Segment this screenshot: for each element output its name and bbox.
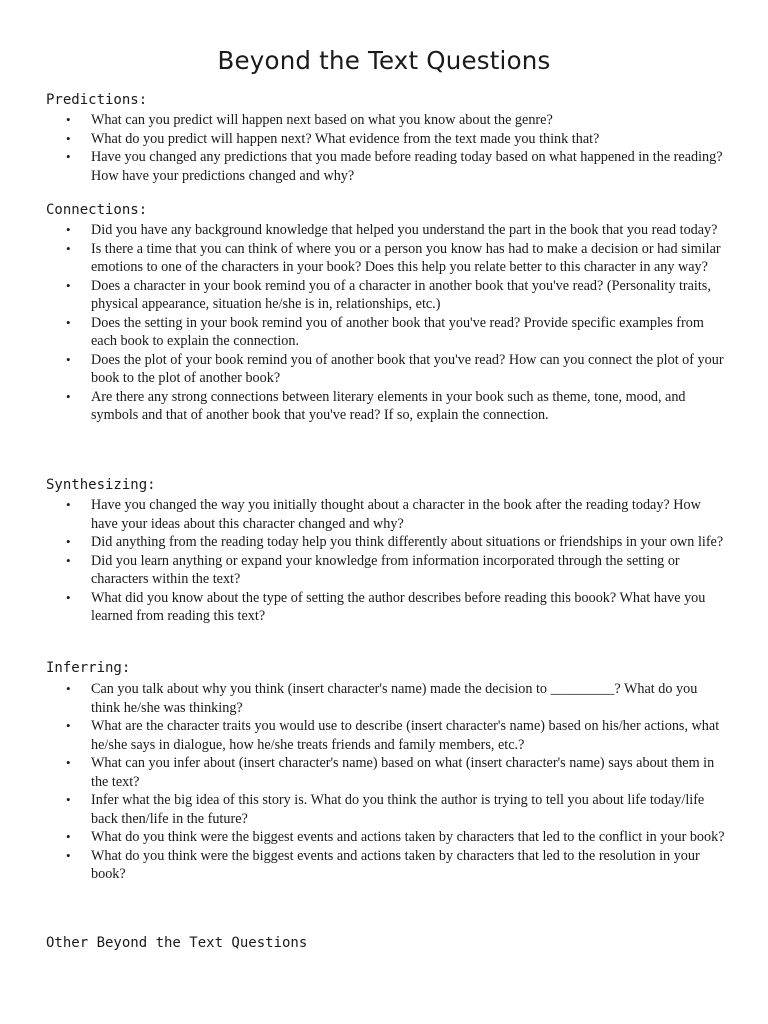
bullet-icon: • bbox=[66, 681, 71, 696]
bullet-icon: • bbox=[66, 112, 71, 127]
list-item-text: What do you think were the biggest events and actions taken by characters that led to the conflict in your book? bbox=[91, 829, 725, 845]
list-item-text: Does the plot of your book remind you of another book that you've read? How can you connect the plot of your book to the plot of another book? bbox=[91, 351, 724, 386]
bullet-icon: • bbox=[66, 240, 71, 256]
list-item bbox=[0, 754, 768, 791]
list-item-text: Have you changed the way you initially thought about a character in the book after the reading today? How have your ideas about this character changed and why? bbox=[91, 497, 701, 532]
list-item-text: Does the setting in your book remind you of another book that you've read? Provide specific examples from each book to explain the connection. bbox=[91, 314, 704, 349]
section-heading-predictions: Predictions: bbox=[46, 92, 148, 108]
list-item bbox=[0, 277, 768, 314]
section-heading-connections: Connections: bbox=[46, 202, 148, 218]
list-item bbox=[0, 111, 768, 130]
bullet-icon: • bbox=[66, 589, 71, 605]
bullet-icon: • bbox=[66, 718, 71, 733]
list-item-text: Are there any strong connections between literary elements in your book such as theme, tone, mood, and symbols and that of another book that you've read? If so, explain the connection. bbox=[91, 388, 686, 423]
bullet-icon: • bbox=[66, 222, 71, 237]
list-item bbox=[0, 828, 768, 847]
list-item bbox=[0, 847, 768, 884]
list-item-text: Can you talk about why you think (insert character's name) made the decision to _________? What do you think he/she was thinking? bbox=[91, 681, 698, 716]
bullet-icon: • bbox=[66, 755, 71, 770]
list-item-text: Have you changed any predictions that you made before reading today based on what happened in the reading? How have your predictions changed and why? bbox=[91, 149, 723, 184]
list-item-text: What can you predict will happen next based on what you know about the genre? bbox=[91, 112, 553, 128]
list-item bbox=[0, 221, 768, 240]
list-item bbox=[0, 130, 768, 149]
list-item-text: Does a character in your book remind you of a character in another book that you've read? (Personality traits, physical appearance, situation he/she is in, relationships, etc.) bbox=[91, 277, 711, 312]
bullet-icon: • bbox=[66, 497, 71, 512]
bullet-icon: • bbox=[66, 552, 71, 568]
bullet-icon: • bbox=[66, 149, 71, 164]
bullet-icon: • bbox=[66, 130, 71, 146]
list-item bbox=[0, 351, 768, 388]
bullet-icon: • bbox=[66, 792, 71, 807]
list-item bbox=[0, 533, 768, 552]
list-item bbox=[0, 680, 768, 717]
list-item-text: Is there a time that you can think of where you or a person you know has had to make a decision or had similar emotions to one of the characters in your book? Does this help you relate better to this character in any way? bbox=[91, 240, 721, 275]
list-item-text: Did you learn anything or expand your knowledge from information incorporated through the setting or characters within the text? bbox=[91, 552, 680, 587]
list-item bbox=[0, 388, 768, 425]
connections-list bbox=[0, 221, 768, 425]
list-item-text: Did you have any background knowledge that helped you understand the part in the book that you read today? bbox=[91, 222, 718, 238]
bullet-icon: • bbox=[66, 829, 71, 844]
list-item bbox=[0, 717, 768, 754]
bullet-icon: • bbox=[66, 351, 71, 367]
bullet-icon: • bbox=[66, 277, 71, 293]
list-item-text: Infer what the big idea of this story is. What do you think the author is trying to tell you about life today/life back then/life in the future? bbox=[91, 792, 705, 827]
list-item-text: Did anything from the reading today help you think differently about situations or friendships in your own life? bbox=[91, 534, 724, 550]
inferring-list bbox=[0, 680, 768, 884]
bullet-icon: • bbox=[66, 314, 71, 330]
list-item-text: What did you know about the type of setting the author describes before reading this boook? What have you learned from reading this text? bbox=[91, 589, 706, 624]
list-item bbox=[0, 496, 768, 533]
list-item bbox=[0, 552, 768, 589]
bullet-icon: • bbox=[66, 534, 71, 549]
synthesizing-list bbox=[0, 496, 768, 626]
bullet-icon: • bbox=[66, 847, 71, 863]
list-item-text: What can you infer about (insert character's name) based on what (insert character's name) says about them in the text? bbox=[91, 755, 715, 790]
list-item-text: What do you think were the biggest events and actions taken by characters that led to the resolution in your book? bbox=[91, 847, 700, 882]
list-item bbox=[0, 791, 768, 828]
list-item bbox=[0, 314, 768, 351]
list-item-text: What do you predict will happen next? What evidence from the text made you think that? bbox=[91, 130, 600, 147]
list-item bbox=[0, 589, 768, 626]
section-heading-other: Other Beyond the Text Questions bbox=[46, 935, 308, 951]
section-heading-synthesizing: Synthesizing: bbox=[46, 477, 156, 493]
bullet-icon: • bbox=[66, 388, 71, 404]
page-title: Beyond the Text Questions bbox=[217, 46, 551, 75]
list-item bbox=[0, 240, 768, 277]
section-heading-inferring: Inferring: bbox=[46, 660, 131, 676]
predictions-list bbox=[0, 111, 768, 185]
list-item bbox=[0, 148, 768, 185]
list-item-text: What are the character traits you would use to describe (insert character's name) based on his/her actions, what he/she says in dialogue, how he/she treats friends and family members, etc.? bbox=[91, 718, 720, 753]
